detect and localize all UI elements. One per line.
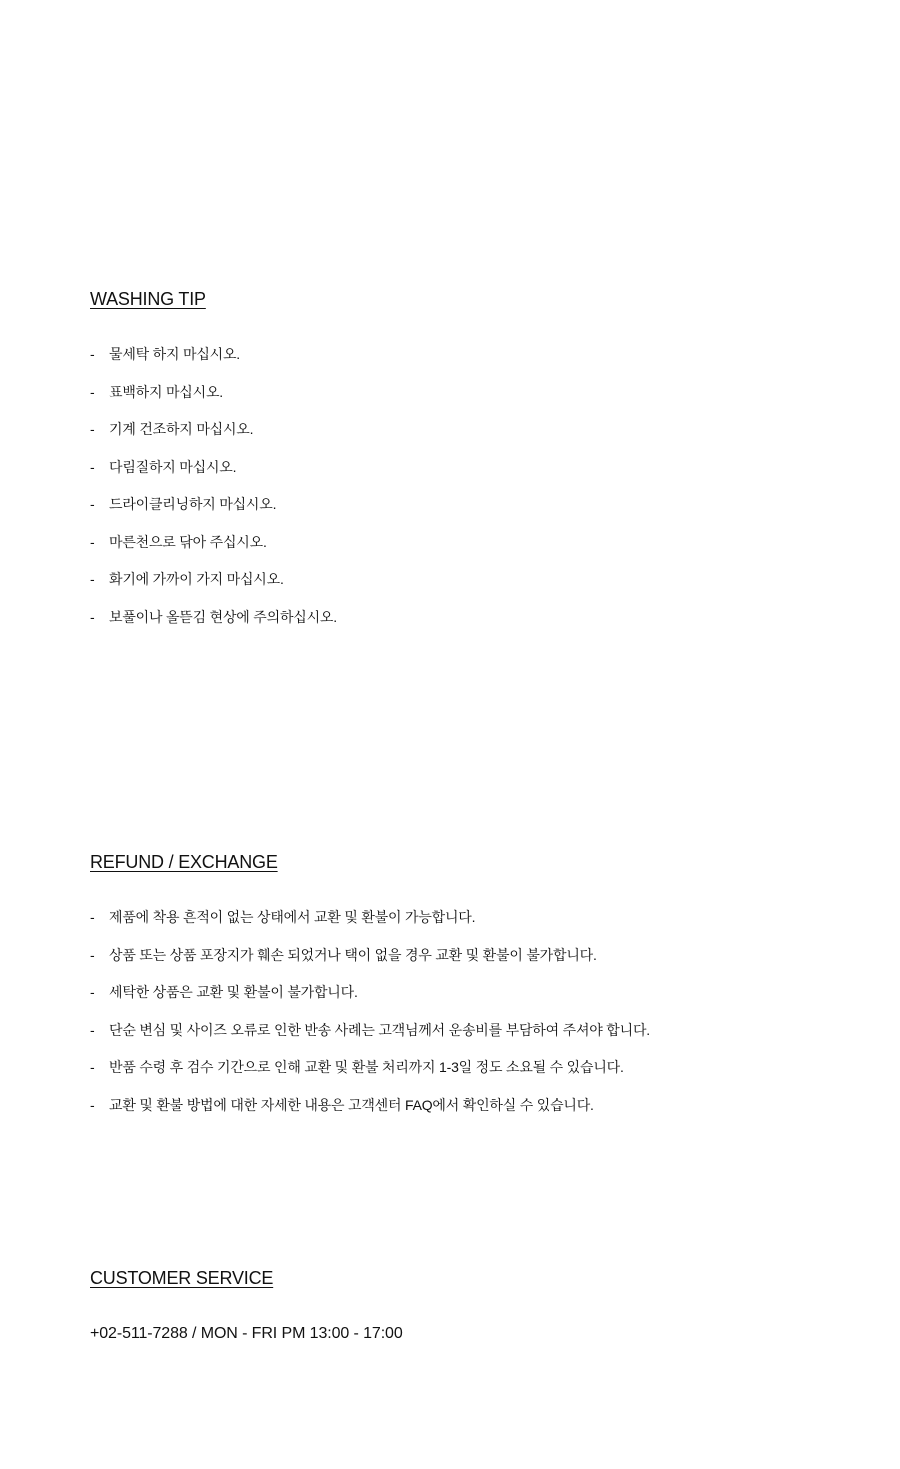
customer-service-title: CUSTOMER SERVICE bbox=[90, 1268, 274, 1288]
list-item bbox=[90, 345, 850, 363]
list-item bbox=[90, 533, 850, 551]
list-item-text: 물세탁 하지 마십시오. bbox=[109, 346, 240, 362]
list-item-text: 상품 또는 상품 포장지가 훼손 되었거나 택이 없을 경우 교환 및 환불이 불가합니다. bbox=[109, 946, 597, 963]
bullet-dash: - bbox=[90, 1059, 95, 1075]
list-item-text: 세탁한 상품은 교환 및 환불이 불가합니다. bbox=[109, 984, 358, 1000]
list-item-text: 표백하지 마십시오. bbox=[109, 383, 223, 400]
washing-tip-title: WASHING TIP bbox=[90, 289, 206, 309]
list-item bbox=[90, 908, 850, 926]
list-item bbox=[90, 1058, 850, 1076]
refund-exchange-section bbox=[90, 851, 850, 1133]
bullet-dash: - bbox=[90, 608, 95, 625]
list-item bbox=[90, 946, 850, 964]
list-item-text: 교환 및 환불 방법에 대한 자세한 내용은 고객센터 FAQ에서 확인하실 수 있습니다. bbox=[109, 1096, 594, 1113]
washing-tip-section bbox=[90, 288, 850, 645]
list-item bbox=[90, 608, 850, 626]
list-item-text: 드라이클리닝하지 마십시오. bbox=[109, 496, 277, 512]
bullet-dash: - bbox=[90, 909, 95, 925]
list-item bbox=[90, 420, 850, 438]
bullet-dash: - bbox=[90, 496, 95, 512]
list-item bbox=[90, 383, 850, 401]
list-item-text: 보풀이나 올뜯김 현상에 주의하십시오. bbox=[109, 608, 337, 625]
bullet-dash: - bbox=[90, 383, 95, 400]
list-item-text: 화기에 가까이 가지 마십시오. bbox=[109, 571, 284, 587]
bullet-dash: - bbox=[90, 346, 95, 362]
bullet-dash: - bbox=[90, 458, 95, 475]
list-item-text: 다림질하지 마십시오. bbox=[109, 458, 237, 475]
list-item-text: 마른천으로 닦아 주십시오. bbox=[109, 533, 267, 550]
bullet-dash: - bbox=[90, 533, 95, 550]
bullet-dash: - bbox=[90, 1096, 95, 1113]
bullet-dash: - bbox=[90, 421, 95, 437]
list-item-text: 제품에 착용 흔적이 없는 상태에서 교환 및 환불이 가능합니다. bbox=[109, 909, 476, 925]
list-item-text: 반품 수령 후 검수 기간으로 인해 교환 및 환불 처리까지 1-3일 정도 소요될 수 있습니다. bbox=[109, 1059, 624, 1075]
washing-tip-list bbox=[90, 345, 850, 626]
list-item bbox=[90, 1096, 850, 1114]
list-item bbox=[90, 1021, 850, 1039]
list-item bbox=[90, 570, 850, 588]
list-item-text: 단순 변심 및 사이즈 오류로 인한 반송 사례는 고객님께서 운송비를 부담하여 주셔야 합니다. bbox=[109, 1021, 650, 1038]
list-item bbox=[90, 495, 850, 513]
refund-exchange-title: REFUND / EXCHANGE bbox=[90, 852, 278, 872]
list-item-text: 기계 건조하지 마십시오. bbox=[109, 421, 254, 437]
bullet-dash: - bbox=[90, 1021, 95, 1038]
bullet-dash: - bbox=[90, 571, 95, 587]
list-item bbox=[90, 458, 850, 476]
list-item bbox=[90, 983, 850, 1001]
bullet-dash: - bbox=[90, 984, 95, 1000]
bullet-dash: - bbox=[90, 946, 95, 963]
customer-service-section bbox=[90, 1267, 850, 1344]
customer-service-info: +02-511-7288 / MON - FRI PM 13:00 - 17:00 bbox=[90, 1325, 403, 1342]
refund-exchange-list bbox=[90, 908, 850, 1114]
